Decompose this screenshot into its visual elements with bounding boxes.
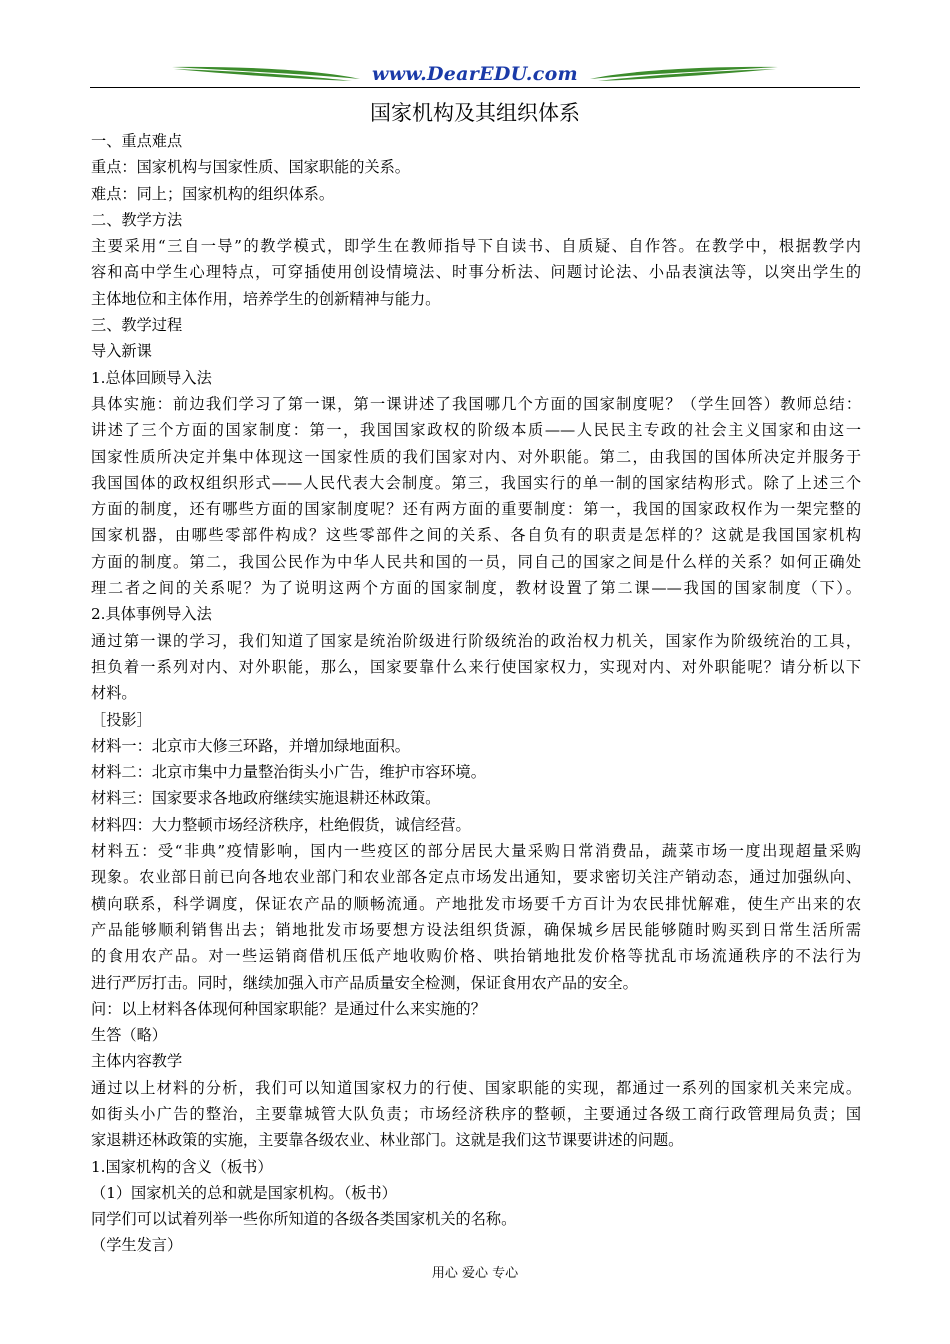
text-line: 如街头小广告的整治，主要靠城管大队负责；市场经济秩序的整顿，主要通过各级工商行政管理局负责；国 (91, 1104, 861, 1123)
text-line: 2.具体事例导入法 (91, 605, 212, 624)
document-body (91, 128, 861, 1259)
text-line: 横向联系，科学调度，保证农产品的顺畅流通。产地批发市场要千方百计为农民排忧解难，使生产出来的农 (91, 894, 861, 913)
text-line: 重点：国家机构与国家性质、国家职能的关系。 (91, 158, 410, 177)
text-line: 材料二：北京市集中力量整治街头小广告，维护市容环境。 (91, 763, 486, 782)
text-line: 材料。 (91, 684, 137, 703)
text-line: 材料三：国家要求各地政府继续实施退耕还林政策。 (91, 789, 441, 808)
text-line: 一、重点难点 (91, 132, 183, 150)
text-line: 家退耕还林政策的实施，主要靠各级农业、林业部门。这就是我们这节课要讲述的问题。 (91, 1131, 684, 1150)
text-line: 理二者之间的关系呢？为了说明这两个方面的国家制度，教材设置了第二课——我国的国家制度（下）。 (91, 579, 861, 598)
text-line: 材料四：大力整顿市场经济秩序，杜绝假货，诚信经营。 (91, 815, 471, 834)
document-title: 国家机构及其组织体系 (370, 101, 580, 125)
text-line: 材料五：受“非典”疫情影响，国内一些疫区的部分居民大量采购日常消费品，蔬菜市场一度出现超量采购 (91, 842, 861, 861)
text-line: 方面的制度。第二，我国公民作为中华人民共和国的一员，同自己的国家之间是什么样的关系？如何正确处 (91, 552, 861, 571)
text-line: 进行严厉打击。同时，继续加强入市产品质量安全检测，保证食用农产品的安全。 (91, 973, 638, 992)
text-line: 通过以上材料的分析，我们可以知道国家权力的行使、国家职能的实现，都通过一系列的国家机关来完成。 (91, 1078, 861, 1097)
header-divider (90, 87, 860, 88)
text-line: 国家机器，由哪些零部件构成？这些零部件之间的关系、各自负有的职责是怎样的？这就是我国国家机构 (91, 526, 861, 545)
text-line: 生答（略） (91, 1026, 167, 1045)
text-line: 主要采用“三自一导”的教学模式，即学生在教师指导下自读书、自质疑、自作答。在教学中，根据教学内 (91, 237, 861, 256)
text-line: 讲述了三个方面的国家制度：第一，我国国家政权的阶级本质——人民民主专政的社会主义国家和由这一 (91, 421, 861, 440)
text-line: 现象。农业部日前已向各地农业部门和农业部各定点市场发出通知，要求密切关注产销动态，通过加强纵向、 (91, 868, 861, 887)
text-line: 担负着一系列对内、对外职能，那么，国家要靠什么来行使国家权力，实现对内、对外职能呢？请分析以下 (91, 657, 861, 676)
text-line: 难点：同上；国家机构的组织体系。 (91, 184, 334, 203)
text-line: 同学们可以试着列举一些你所知道的各级各类国家机关的名称。 (91, 1210, 517, 1229)
text-line: 三、教学过程 (91, 316, 183, 335)
text-line: 导入新课 (91, 342, 152, 361)
text-line: 1.国家机构的含义（板书） (91, 1157, 273, 1176)
text-line: （1）国家机关的总和就是国家机构。（板书） (91, 1183, 397, 1202)
text-line: 问：以上材料各体现何种国家职能？是通过什么来实施的？ (91, 999, 486, 1018)
text-line: 1.总体回顾导入法 (91, 368, 212, 387)
text-line: 容和高中学生心理特点，可穿插使用创设情境法、时事分析法、问题讨论法、小品表演法等，以突出学生的 (91, 263, 861, 282)
text-line: 通过第一课的学习，我们知道了国家是统治阶级进行阶级统治的政治权力机关，国家作为阶级统治的工具， (91, 631, 861, 650)
text-line: 产品能够顺利销售出去；销地批发市场要想方设法组织货源，确保城乡居民能够随时购买到日常生活所需 (91, 920, 861, 939)
text-line: （学生发言） (91, 1236, 183, 1255)
page-footer: 用心 爱心 专心 (431, 1266, 519, 1281)
text-line: 国家性质所决定并集中体现这一国家性质的我们国家对内、对外职能。第二，由我国的国体所决定并服务于 (91, 447, 861, 466)
text-line: 我国国体的政权组织形式——人民代表大会制度。第三，我国实行的单一制的国家结构形式。除了上述三个 (91, 473, 861, 492)
text-line: 二、教学方法 (91, 210, 183, 229)
text-line: 主体内容教学 (91, 1052, 183, 1071)
text-line: ［投影］ (91, 710, 152, 729)
text-line: 的食用农产品。对一些运销商借机压低产地收购价格、哄抬销地批发价格等扰乱市场流通秩序的不法行为 (91, 947, 861, 966)
text-line: 方面的制度，还有哪些方面的国家制度呢？还有两方面的重要制度：第一，我国的国家政权作为一架完整的 (91, 500, 861, 519)
text-line: 主体地位和主体作用，培养学生的创新精神与能力。 (91, 289, 441, 308)
text-line: 材料一：北京市大修三环路，并增加绿地面积。 (91, 736, 410, 755)
logo-text: www.DearEDU.com (372, 63, 578, 85)
text-line: 具体实施：前边我们学习了第一课，第一课讲述了我国哪几个方面的国家制度呢？（学生回答）教师总结： (91, 394, 861, 413)
